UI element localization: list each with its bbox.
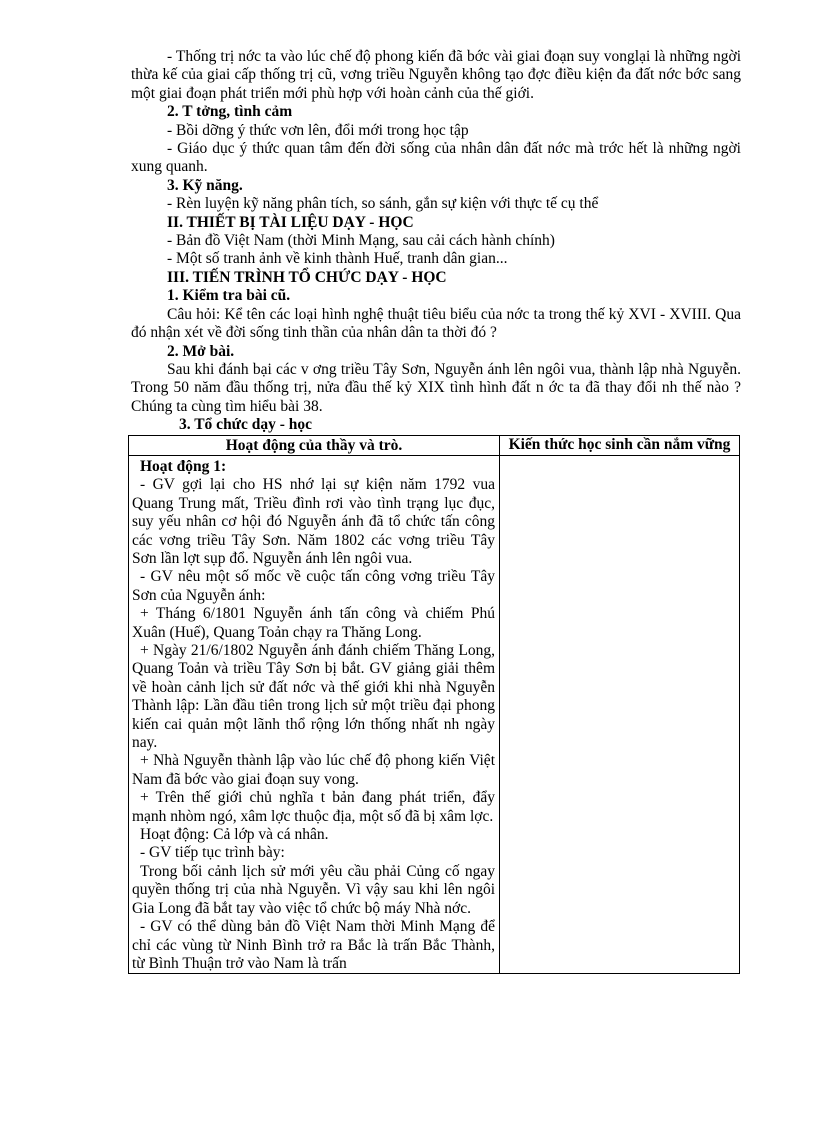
activity-paragraph: + Tháng 6/1801 Nguyễn ánh tấn công và chiếm Phú Xuân (Huế), Quang Toản chạy ra Thăng Long. [132,605,495,641]
knowledge-cell [500,455,740,973]
subheading-review: 1. Kiểm tra bài cũ. [167,287,291,305]
section-heading-process: III. TIẾN TRÌNH TỔ CHỨC DẠY - HỌC [167,268,447,286]
subheading-organize: 3. Tổ chức dạy - học [179,416,313,434]
list-item: - Rèn luyện kỹ năng phân tích, so sánh, gắn sự kiện với thực tế cụ thể [167,195,599,213]
intro-text: Sau khi đánh bại các v ơng triều Tây Sơn, Nguyễn ánh lên ngôi vua, thành lập nhà Nguyễn. Trong 50 năm đầu thống trị, nửa đầu thế kỷ XIX tình hình đất n ớc ta đã thay đổi nh thế nào ? Chúng ta cùng tìm hiểu bài 38. [131,360,741,415]
activity-heading: Hoạt động 1: [140,457,227,475]
section-heading-attitude: 2. T tởng, tình cảm [167,103,293,121]
subheading-intro: 2. Mở bài. [167,342,235,360]
section-heading-equipment: II. THIẾT BỊ TÀI LIỆU DẠY - HỌC [167,213,414,231]
activity-paragraph: Hoạt động: Cả lớp và cá nhân. [140,826,329,844]
section-heading-skills: 3. Kỹ năng. [167,176,243,194]
activity-paragraph: + Nhà Nguyễn thành lập vào lúc chế độ phong kiến Việt Nam đã bớc vào giai đoạn suy vong. [132,752,495,788]
list-item: - Một số tranh ảnh về kinh thành Huế, tranh dân gian... [167,250,508,268]
list-item: - Giáo dục ý thức quan tâm đến đời sống của nhân dân đất nớc mà trớc hết là những ngời xung quanh. [131,140,741,176]
list-item: - Bản đồ Việt Nam (thời Minh Mạng, sau cải cách hành chính) [167,232,555,250]
col-header-activity: Hoạt động của thầy và trò. [129,435,500,455]
activity-paragraph: - GV tiếp tục trình bày: [140,844,285,862]
activity-paragraph: - GV gợi lại cho HS nhớ lại sự kiện năm 1792 vua Quang Trung mất, Triều đình rơi vào tình trạng lục đục, suy yếu nhân cơ hội đó Nguyễn ánh đã tổ chức tấn công các vơng triều Tây Sơn. Năm 1802 các vơng triều Tây Sơn lần lợt sụp đổ. Nguyễn ánh lên ngôi vua. [132,476,495,567]
review-question: Câu hỏi: Kể tên các loại hình nghệ thuật tiêu biểu của nớc ta trong thế kỷ XVI - XVIII. Qua đó nhận xét về đời sống tinh thần của nhân dân ta thời đó ? [131,305,741,342]
intro-paragraph: - Thống trị nớc ta vào lúc chế độ phong kiến đã bớc vài giai đoạn suy vonglại là những ngời thừa kế của giai cấp thống trị cũ, vơng triều Nguyễn không tạo đợc điều kiện đa đất nớc bớc sang một giai đoạn phát triển mới phù hợp với hoàn cảnh của thế giới. [131,48,741,102]
activity-paragraph: + Ngày 21/6/1802 Nguyễn ánh đánh chiếm Thăng Long, Quang Toản và triều Tây Sơn bị bắt. GV giảng giải thêm về hoàn cảnh lịch sử đất nớc và thế giới khi nhà Nguyễn Thành lập: Lần đầu tiên trong lịch sử một triều đại phong kiến cai quản một lãnh thổ rộng lớn thống nhất nh ngày nay. [132,642,495,752]
activity-paragraph: + Trên thế giới chủ nghĩa t bản đang phát triển, đẩy mạnh nhòm ngó, xâm lợc thuộc địa, một số đã bị xâm lợc. [132,789,495,825]
col-header-knowledge: Kiến thức học sinh cần nắm vững [500,435,740,455]
activity-paragraph: Trong bối cảnh lịch sử mới yêu cầu phải Củng cố ngay quyền thống trị của nhà Nguyễn. Vì vậy sau khi lên ngôi Gia Long đã bắt tay vào việc tổ chức bộ máy Nhà nớc. [132,862,495,917]
activity-paragraph: - GV nêu một số mốc về cuộc tấn công vơng triều Tây Sơn của Nguyễn ánh: [132,568,495,604]
lesson-table [128,435,740,975]
activity-cell [129,455,500,973]
document-page [131,48,741,974]
list-item: - Bồi dỡng ý thức vơn lên, đổi mới trong học tập [167,121,469,139]
activity-paragraph: - GV có thể dùng bản đồ Việt Nam thời Minh Mạng để chỉ các vùng từ Ninh Bình trở ra Bắc là trấn Bắc Thành, từ Bình Thuận trở vào Nam là trấn [132,918,495,972]
